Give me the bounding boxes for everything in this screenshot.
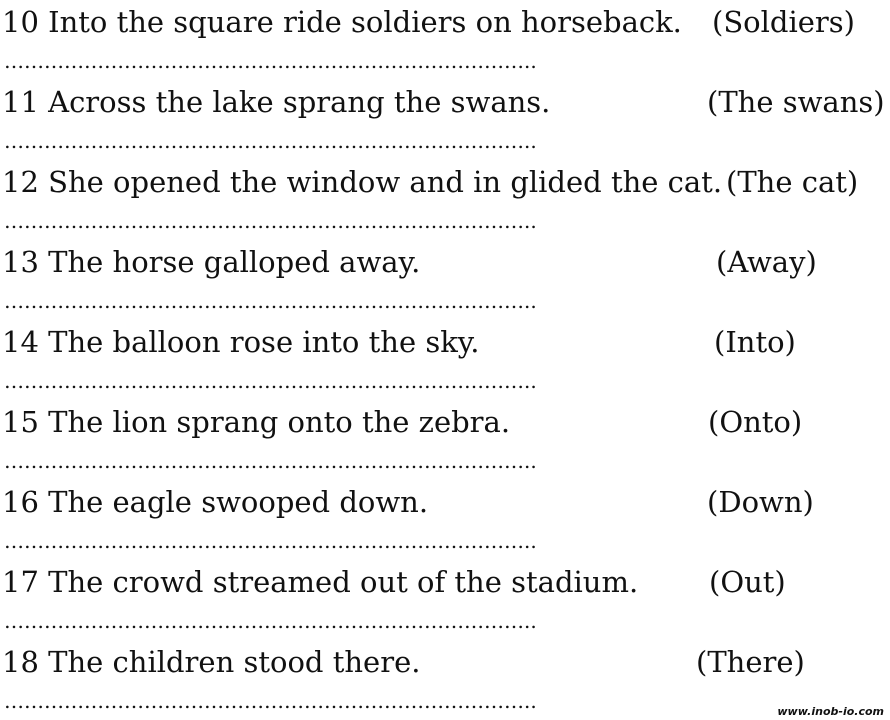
- answer-line[interactable]: ……………………………………………………………………..: [4, 289, 537, 313]
- exercise-item: [0, 320, 890, 400]
- exercise-item: [0, 400, 890, 480]
- answer-line[interactable]: ……………………………………………………………………..: [4, 689, 537, 713]
- hint-word: (The swans): [707, 85, 885, 119]
- hint-word: (Away): [716, 245, 817, 279]
- hint-word: (Down): [707, 485, 814, 519]
- exercise-item: [0, 640, 890, 720]
- sentence-text: 17 The crowd streamed out of the stadium.: [2, 565, 639, 599]
- sentence-text: 15 The lion sprang onto the zebra.: [2, 405, 511, 439]
- hint-word: (Into): [714, 325, 796, 359]
- sentence-text: 14 The balloon rose into the sky.: [2, 325, 480, 359]
- sentence-text: 12 She opened the window and in glided the cat.: [2, 165, 723, 199]
- hint-word: (Onto): [708, 405, 803, 439]
- exercise-item: [0, 80, 890, 160]
- hint-word: (Soldiers): [712, 5, 855, 39]
- answer-line[interactable]: ……………………………………………………………………..: [4, 49, 537, 73]
- exercise-item: [0, 240, 890, 320]
- answer-line[interactable]: ……………………………………………………………………..: [4, 129, 537, 153]
- sentence-text: 11 Across the lake sprang the swans.: [2, 85, 551, 119]
- exercise-item: [0, 160, 890, 240]
- hint-word: (There): [696, 645, 805, 679]
- hint-word: (Out): [709, 565, 786, 599]
- hint-word: (The cat): [726, 165, 859, 199]
- answer-line[interactable]: ……………………………………………………………………..: [4, 609, 537, 633]
- site-watermark: www.inob-io.com: [777, 705, 884, 718]
- sentence-text: 18 The children stood there.: [2, 645, 421, 679]
- sentence-text: 10 Into the square ride soldiers on horseback.: [2, 5, 682, 39]
- answer-line[interactable]: ……………………………………………………………………..: [4, 449, 537, 473]
- answer-line[interactable]: ……………………………………………………………………..: [4, 209, 537, 233]
- exercise-item: [0, 560, 890, 640]
- sentence-text: 16 The eagle swooped down.: [2, 485, 429, 519]
- sentence-text: 13 The horse galloped away.: [2, 245, 421, 279]
- answer-line[interactable]: ……………………………………………………………………..: [4, 369, 537, 393]
- answer-line[interactable]: ……………………………………………………………………..: [4, 529, 537, 553]
- exercise-item: [0, 480, 890, 560]
- exercise-item: [0, 0, 890, 80]
